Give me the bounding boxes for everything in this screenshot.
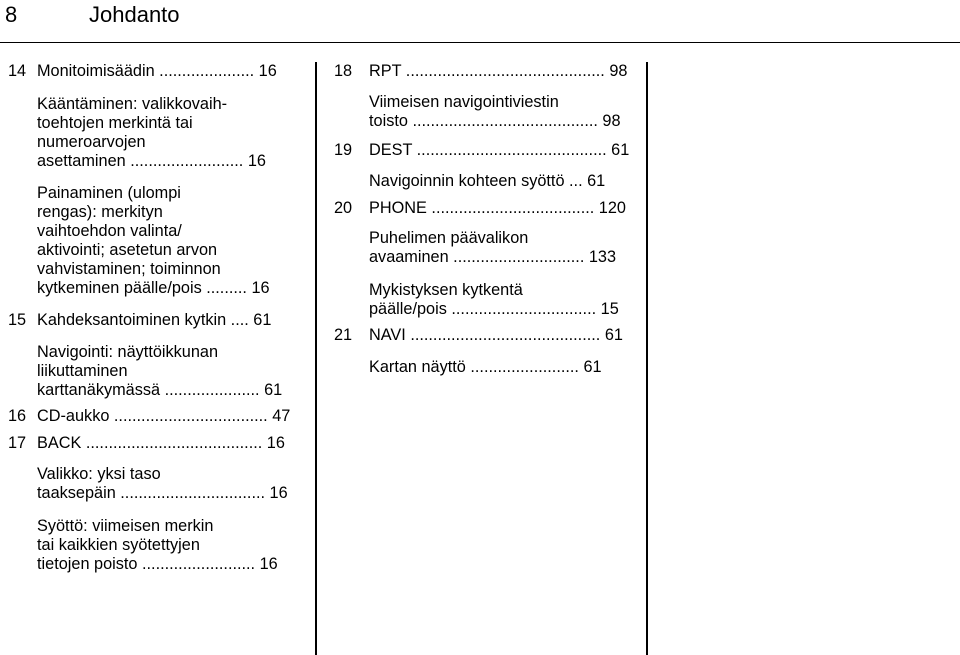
entry-line: DEST .......................................... 61 xyxy=(369,141,630,159)
entry-line: Viimeisen navigointiviestin xyxy=(369,93,559,111)
entry-line: Syöttö: viimeisen merkin xyxy=(37,517,214,535)
entry-text xyxy=(369,199,626,218)
entry-line: Kahdeksantoiminen kytkin .... 61 xyxy=(37,311,272,329)
entry-line: rengas): merkityn xyxy=(37,203,163,221)
entry-text xyxy=(369,93,621,131)
item-number: 21 xyxy=(334,326,353,344)
entry-text xyxy=(369,172,605,191)
entry-text xyxy=(369,358,602,377)
entry-line: numeroarvojen xyxy=(37,133,146,151)
item-number: 19 xyxy=(334,141,353,159)
entry-line: Monitoimisäädin ..................... 16 xyxy=(37,62,277,80)
entry-line: avaaminen ............................. 133 xyxy=(369,248,617,266)
entry-line: Navigointi: näyttöikkunan xyxy=(37,343,219,361)
entry-line: BACK ....................................... 16 xyxy=(37,434,285,452)
entry-text xyxy=(37,184,270,298)
entry-line: Kääntäminen: valikkovaih- xyxy=(37,95,228,113)
entry-text xyxy=(37,343,282,400)
entry-line: Puhelimen päävalikon xyxy=(369,229,529,247)
item-number: 14 xyxy=(8,62,27,80)
column-divider-right xyxy=(646,62,648,655)
item-number: 16 xyxy=(8,407,27,425)
entry-line: Mykistyksen kytkentä xyxy=(369,281,523,299)
entry-line: PHONE .................................... 120 xyxy=(369,199,626,217)
entry-line: taaksepäin ................................ 16 xyxy=(37,484,288,502)
header-rule xyxy=(0,42,960,43)
entry-text xyxy=(369,281,619,319)
entry-line: kytkeminen päälle/pois ......... 16 xyxy=(37,279,270,297)
entry-line: toisto ......................................... 98 xyxy=(369,112,621,130)
entry-line: asettaminen ......................... 16 xyxy=(37,152,266,170)
entry-line: CD-aukko .................................. 47 xyxy=(37,407,291,425)
entry-line: Painaminen (ulompi xyxy=(37,184,181,202)
entry-line: NAVI .......................................... 61 xyxy=(369,326,623,344)
right-column xyxy=(334,62,640,392)
entry-line: aktivointi; asetetun arvon xyxy=(37,241,218,259)
left-column xyxy=(8,62,308,622)
entry-line: Navigoinnin kohteen syöttö ... 61 xyxy=(369,172,606,190)
entry-text xyxy=(369,62,627,81)
entry-text xyxy=(37,407,290,426)
item-number: 20 xyxy=(334,199,353,217)
entry-line: tai kaikkien syötettyjen xyxy=(37,536,200,554)
item-number: 18 xyxy=(334,62,353,80)
entry-text xyxy=(369,141,629,160)
page-header xyxy=(0,0,960,46)
entry-text xyxy=(369,229,616,267)
entry-text xyxy=(37,465,288,503)
item-number: 17 xyxy=(8,434,27,452)
entry-line: Kartan näyttö ........................ 61 xyxy=(369,358,602,376)
entry-line: RPT ............................................ 98 xyxy=(369,62,628,80)
entry-line: vaihtoehdon valinta/ xyxy=(37,222,182,240)
entry-text xyxy=(37,311,271,330)
entry-text xyxy=(37,434,285,453)
entry-line: liikuttaminen xyxy=(37,362,128,380)
entry-text xyxy=(37,62,277,81)
column-divider-left xyxy=(315,62,317,655)
entry-text xyxy=(37,517,278,574)
entry-line: päälle/pois ................................ 15 xyxy=(369,300,619,318)
entry-text xyxy=(37,95,266,171)
entry-line: vahvistaminen; toiminnon xyxy=(37,260,221,278)
entry-line: tietojen poisto ......................... 16 xyxy=(37,555,278,573)
item-number: 15 xyxy=(8,311,27,329)
entry-line: karttanäkymässä ..................... 61 xyxy=(37,381,283,399)
entry-line: Valikko: yksi taso xyxy=(37,465,161,483)
entry-line: toehtojen merkintä tai xyxy=(37,114,193,132)
entry-text xyxy=(369,326,623,345)
page-title: Johdanto xyxy=(89,2,180,27)
page-number: 8 xyxy=(5,2,18,27)
